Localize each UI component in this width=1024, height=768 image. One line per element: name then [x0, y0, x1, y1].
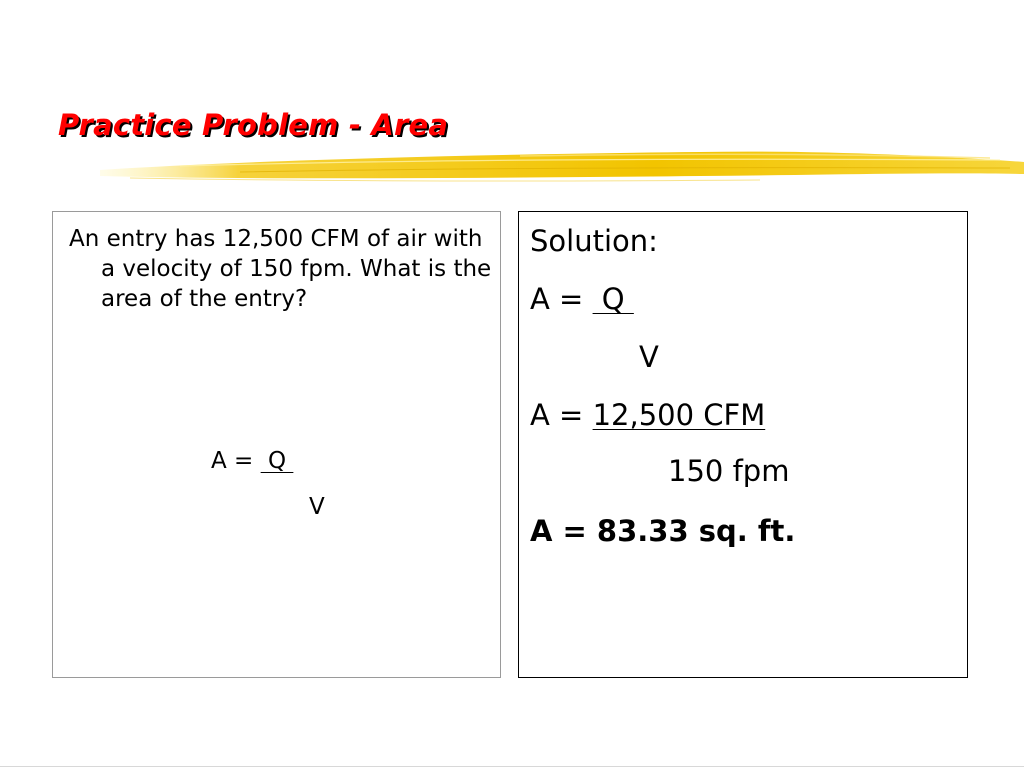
- solution-line1-denominator: V: [639, 340, 659, 374]
- formula-numerator: Q: [260, 448, 294, 474]
- formula-lhs: A =: [211, 448, 261, 474]
- solution-answer: A = 83.33 sq. ft.: [530, 514, 796, 548]
- formula-denominator: V: [309, 494, 325, 520]
- problem-box: [52, 211, 501, 678]
- problem-formula-numerator-line: [211, 448, 293, 474]
- solution-box: [518, 211, 968, 678]
- solution-line2-lhs: A =: [530, 398, 593, 432]
- solution-line1: [530, 282, 634, 316]
- slide-title: Practice Problem - Area: [58, 108, 449, 142]
- solution-line2-denominator: 150 fpm: [668, 454, 790, 488]
- problem-statement: An entry has 12,500 CFM of air with a velocity of 150 fpm. What is the area of the entry?: [69, 226, 492, 312]
- footer-divider: [0, 766, 1024, 767]
- solution-line2: [530, 398, 765, 432]
- solution-heading: Solution:: [530, 224, 658, 258]
- solution-line1-lhs: A =: [530, 282, 593, 316]
- solution-line2-numerator: 12,500 CFM: [592, 398, 766, 432]
- solution-line1-numerator: Q: [592, 282, 634, 316]
